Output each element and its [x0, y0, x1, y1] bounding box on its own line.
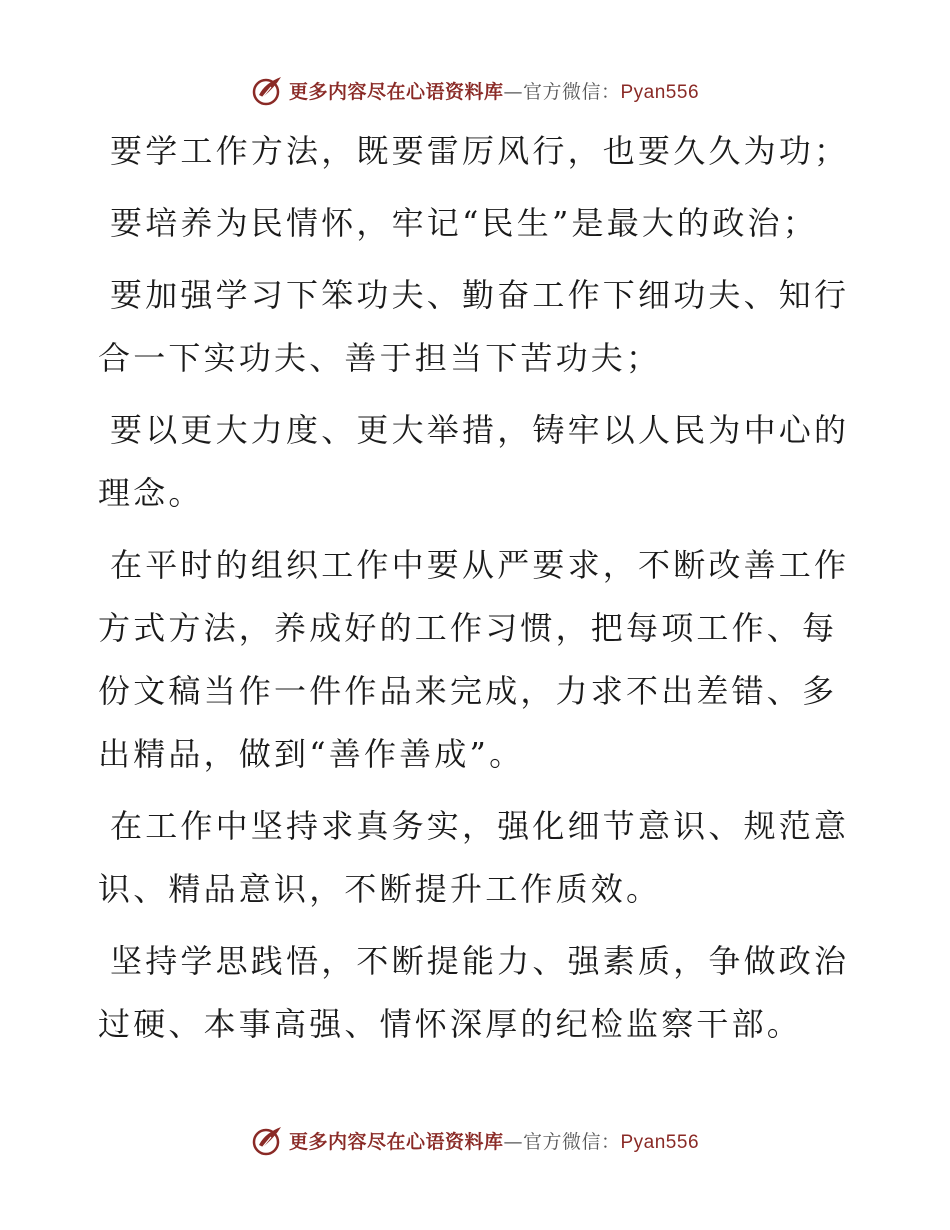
paragraph: 要加强学习下笨功夫、勤奋工作下细功夫、知行合一下实功夫、善于担当下苦功夫；	[98, 276, 850, 377]
banner-wechat-id: Pyan556	[620, 1131, 700, 1153]
banner-text	[289, 1127, 699, 1154]
banner-title: 更多内容尽在心语资料库	[288, 1130, 504, 1153]
paragraph: 在工作中坚持求真务实，强化细节意识、规范意识、精品意识，不断提升工作质效。	[98, 807, 850, 908]
quill-logo-icon	[251, 1123, 285, 1157]
paragraph: 要以更大力度、更大举措，铸牢以人民为中心的理念。	[98, 411, 850, 512]
footer-banner	[0, 1120, 950, 1160]
banner-wechat-id: Pyan556	[620, 81, 700, 103]
banner-separator: —	[503, 80, 523, 103]
banner-wechat-label: 官方微信：	[522, 80, 621, 103]
paragraph: 坚持学思践悟，不断提能力、强素质，争做政治过硬、本事高强、情怀深厚的纪检监察干部。	[98, 942, 850, 1043]
banner-separator: —	[503, 1130, 523, 1153]
quill-logo-icon	[251, 73, 285, 107]
header-banner	[0, 70, 950, 110]
paragraph: 在平时的组织工作中要从严要求，不断改善工作方式方法，养成好的工作习惯，把每项工作、每份文稿当作一件作品来完成，力求不出差错、多出精品，做到“善作善成”。	[98, 546, 850, 773]
paragraph: 要培养为民情怀，牢记“民生”是最大的政治；	[110, 204, 818, 242]
banner-title: 更多内容尽在心语资料库	[288, 80, 504, 103]
document-body	[98, 120, 858, 1065]
banner-text	[289, 77, 699, 104]
paragraph: 要学工作方法，既要雷厉风行，也要久久为功；	[110, 132, 850, 170]
banner-wechat-label: 官方微信：	[522, 1130, 621, 1153]
